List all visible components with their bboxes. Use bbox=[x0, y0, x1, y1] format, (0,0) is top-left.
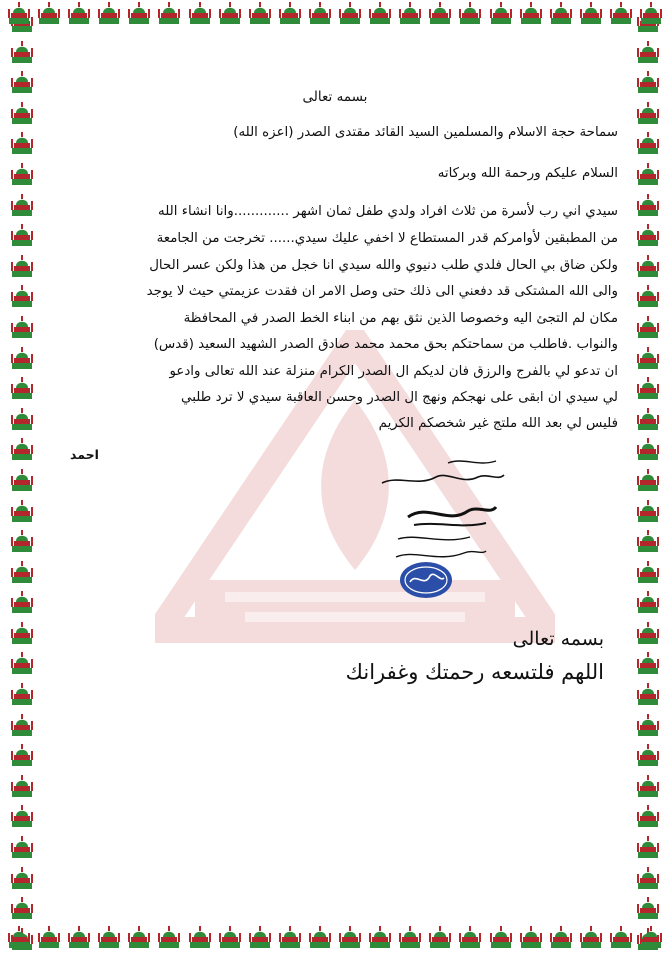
body-line: والى الله المشتكى قد دفعني الى ذلك حتى وصل الامر ان فقدت عزيمتي حيث لا يوجد bbox=[146, 284, 618, 299]
body-line: لي سيدي ان ابقى على نهجكم ونهج ال الصدر وحسن العاقبة سيدي لا ترد طلبي bbox=[181, 390, 618, 405]
basmala-heading: بسمه تعالى bbox=[302, 89, 368, 105]
greeting-line: السلام عليكم ورحمة الله وبركاته bbox=[437, 166, 618, 181]
reply-prayer: اللهم فلتسعه رحمتك وغفرانك bbox=[345, 660, 604, 684]
body-line: فليس لي بعد الله ملتج غير شخصكم الكريم bbox=[378, 416, 618, 431]
body-line: ان تدعو لي بالفرج والرزق فان لديكم ال الصدر الكرام منزلة عند الله تعالى وادعو bbox=[169, 364, 618, 379]
sender-name: احمد bbox=[70, 447, 99, 462]
body-line: سيدي اني رب لأسرة من ثلاث افراد ولدي طفل ثمان اشهر .............وانا انشاء الله bbox=[158, 204, 618, 219]
addressee-line: سماحة حجة الاسلام والمسلمين السيد القائد مقتدى الصدر (اعزه الله) bbox=[233, 125, 618, 140]
body-line: والنواب .فاطلب من سماحتكم بحق محمد محمد صادق الصدر الشهيد السعيد (قدس) bbox=[153, 337, 618, 352]
body-line: من المطبقين لأوامركم قدر المستطاع لا اخفي عليك سيدي...... تخرجت من الجامعة bbox=[156, 231, 618, 246]
blue-seal-stamp bbox=[398, 560, 454, 600]
reply-basmala: بسمه تعالى bbox=[512, 628, 604, 650]
body-line: مكان لم التجئ اليه وخصوصا الذين نثق بهم من ابناء الخط الصدر في المحافظة bbox=[183, 311, 618, 326]
body-line: ولكن ضاق بي الحال فلدي طلب دنيوي والله سيدي انا خجل من هذا ولكن عسر الحال bbox=[149, 258, 618, 273]
